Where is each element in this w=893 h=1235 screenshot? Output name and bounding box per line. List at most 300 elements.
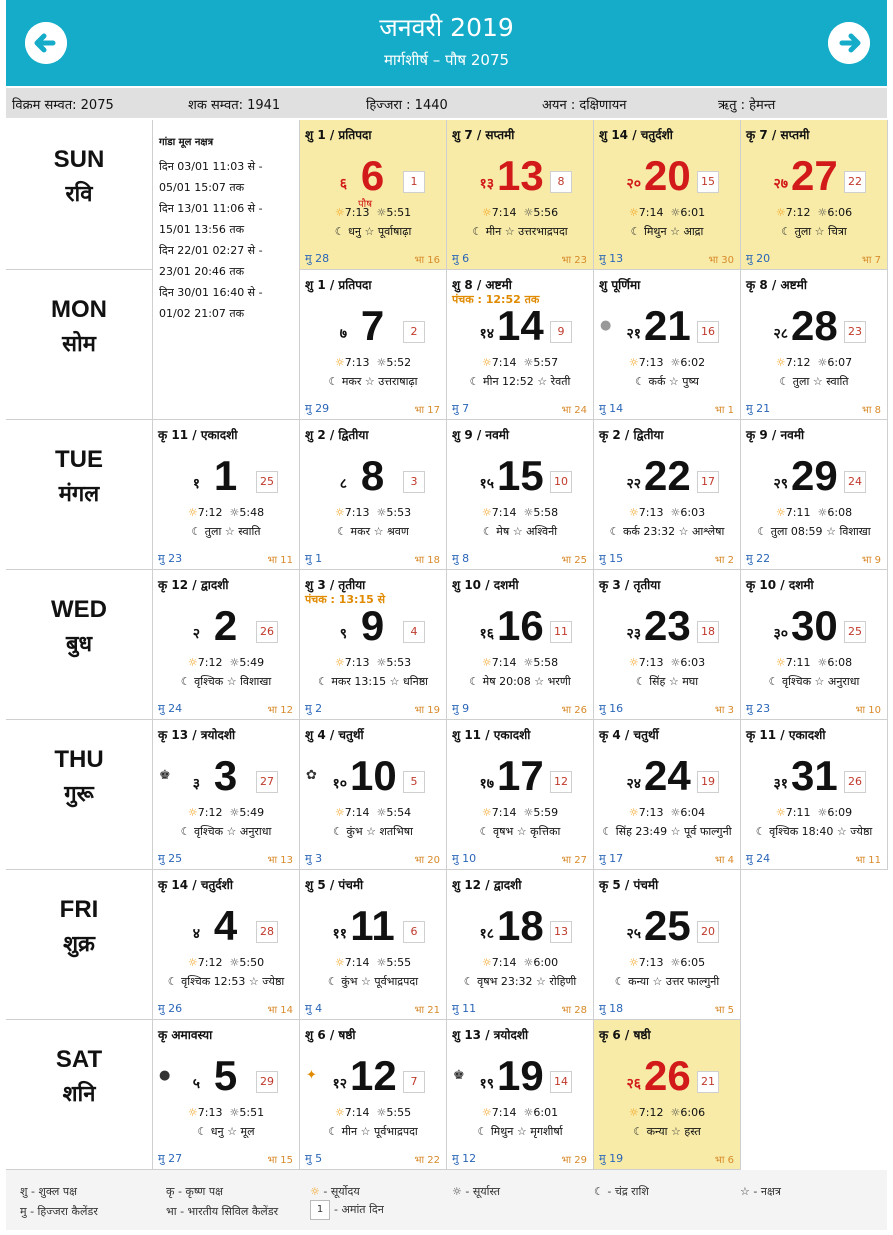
rashi-nakshatra <box>300 674 446 689</box>
sunrise-time: 7:14 <box>491 356 517 369</box>
star-icon: ☆ <box>366 825 376 838</box>
rashi-nakshatra <box>741 224 887 239</box>
day-cell-16[interactable] <box>447 570 594 720</box>
hindi-date: १८ <box>479 926 494 942</box>
era-bar <box>6 88 887 118</box>
bharatiya-date: भा 11 <box>267 555 293 566</box>
sun-times <box>153 956 299 969</box>
sunrise-time: 7:12 <box>785 356 811 369</box>
hindi-date: ५ <box>192 1076 200 1092</box>
day-cell-15[interactable] <box>447 420 594 570</box>
star-icon: ☆ <box>671 1125 681 1138</box>
sunset-time: 5:58 <box>533 506 559 519</box>
sun-times <box>153 1106 299 1119</box>
date-number: 10 <box>350 752 397 799</box>
star-icon: ☆ <box>373 525 384 538</box>
sunset-icon: ☼ <box>229 806 240 819</box>
bharatiya-date: भा 30 <box>708 255 734 266</box>
amant-day: 11 <box>550 621 572 643</box>
day-cell-6[interactable] <box>300 120 447 270</box>
amant-day: 12 <box>550 771 572 793</box>
nakshatra: स्वाति <box>826 375 849 388</box>
day-label-mon: MON सोम <box>6 270 153 420</box>
rashi-nakshatra <box>594 824 740 839</box>
day-cell-24[interactable] <box>594 720 741 870</box>
gandmool-line: 23/01 20:46 तक <box>159 265 245 278</box>
bharatiya-date: भा 1 <box>714 405 734 416</box>
moon-rashi: धनु <box>348 225 361 238</box>
moon-rashi: मीन <box>485 225 502 238</box>
day-label-thu: THU गुरू <box>6 720 153 870</box>
moon-icon: ☾ <box>463 975 474 988</box>
sunset-icon: ☼ <box>817 206 828 219</box>
sunset-icon: ☼ <box>817 356 828 369</box>
nakshatra: पूर्वाषाढ़ा <box>377 225 412 238</box>
amant-day: 21 <box>697 1071 719 1093</box>
day-cell-11[interactable] <box>300 870 447 1020</box>
day-cell-17[interactable] <box>447 720 594 870</box>
hijri-date: मु 22 <box>746 552 771 565</box>
sunrise-time: 7:14 <box>491 806 517 819</box>
moon-rashi: मिथुन <box>490 1125 514 1138</box>
deity-icon: ♚ <box>453 1068 465 1083</box>
tithi: कृ 2 / द्वितीया <box>599 428 664 442</box>
date-number: 4 <box>213 902 238 949</box>
date-number: 11 <box>350 902 395 949</box>
moon-icon: ☾ <box>191 525 202 538</box>
day-cell-4[interactable] <box>153 870 300 1020</box>
day-cell-14[interactable] <box>447 270 594 420</box>
rashi-nakshatra <box>594 1124 740 1139</box>
tithi: कृ 5 / पंचमी <box>599 878 659 892</box>
moon-rashi: कुंभ <box>346 825 363 838</box>
sunrise-time: 7:12 <box>197 656 223 669</box>
star-icon: ☆ <box>670 825 681 838</box>
moon-rashi: तुला <box>794 225 812 238</box>
day-cell-8[interactable] <box>300 420 447 570</box>
day-cell-1[interactable] <box>153 420 300 570</box>
sun-times <box>594 506 740 519</box>
rashi-nakshatra <box>447 674 593 689</box>
nakshatra: पूर्वभाद्रपदा <box>374 975 419 988</box>
day-cell-31[interactable] <box>741 720 888 870</box>
sunset-icon: ☼ <box>523 956 534 969</box>
hindi-date: ३ <box>192 776 200 792</box>
hijri-date: मु 4 <box>305 1002 323 1015</box>
bharatiya-date: भा 11 <box>855 855 881 866</box>
rashi-nakshatra <box>447 824 593 839</box>
sunrise-icon: ☼ <box>187 806 198 819</box>
hijri-date: मु 13 <box>599 252 624 265</box>
hijri-date: मु 5 <box>305 1152 323 1165</box>
legend-bharatiya: भा - भारतीय सिविल कैलेंडर <box>166 1205 279 1218</box>
sun-times <box>300 206 446 219</box>
moon-icon: ☾ <box>479 825 490 838</box>
sunrise-time: 7:13 <box>197 1106 223 1119</box>
sunrise-icon: ☼ <box>481 356 492 369</box>
star-icon: ☆ <box>248 975 259 988</box>
star-icon: ☆ <box>226 825 237 838</box>
next-month-button[interactable] <box>828 22 870 64</box>
hindi-date: २७ <box>773 176 788 192</box>
hindi-date: २२ <box>626 476 641 492</box>
nakshatra: आश्लेषा <box>691 525 725 538</box>
hindi-date: २१ <box>626 326 641 342</box>
sunrise-icon: ☼ <box>334 656 345 669</box>
sunset-time: 5:53 <box>386 506 412 519</box>
sunset-icon: ☼ <box>376 806 387 819</box>
day-label-fri: FRI शुक्र <box>6 870 153 1020</box>
moon-icon: ☾ <box>594 1185 604 1198</box>
star-icon: ☆ <box>534 675 545 688</box>
tithi: कृ 10 / दशमी <box>746 578 814 592</box>
rashi-nakshatra <box>594 674 740 689</box>
moon-icon: ☾ <box>768 675 779 688</box>
date-number: 12 <box>350 1052 397 1099</box>
rashi-nakshatra <box>153 674 299 689</box>
moon-icon: ☾ <box>477 1125 488 1138</box>
panchak-note: पंचक : 12:52 तक <box>452 293 540 306</box>
hijri-date: मु 14 <box>599 402 624 415</box>
date-number: 23 <box>644 602 691 649</box>
hijri-date: मु 23 <box>158 552 183 565</box>
sun-times <box>594 356 740 369</box>
hijri-date: मु 12 <box>452 1152 477 1165</box>
sunset-time: 5:49 <box>239 806 265 819</box>
sunrise-icon: ☼ <box>310 1185 320 1198</box>
bharatiya-date: भा 4 <box>714 855 734 866</box>
bharatiya-date: भा 10 <box>855 705 881 716</box>
amant-day: 15 <box>697 171 719 193</box>
legend-sunrise: ☼ - सूर्योदय <box>310 1185 360 1198</box>
moon-rashi: वृश्चिक 18:40 <box>769 825 834 838</box>
sunrise-time: 7:13 <box>638 806 664 819</box>
amant-day: 18 <box>697 621 719 643</box>
day-cell-2[interactable] <box>153 570 300 720</box>
tithi: कृ 12 / द्वादशी <box>158 578 229 592</box>
moon-icon: ☾ <box>635 675 646 688</box>
moon-icon: ☾ <box>755 825 766 838</box>
day-cell-3[interactable] <box>153 720 300 870</box>
date-number: 21 <box>644 302 691 349</box>
sunset-time: 6:08 <box>827 506 853 519</box>
rashi-nakshatra <box>447 974 593 989</box>
sunrise-icon: ☼ <box>187 956 198 969</box>
sun-times <box>300 356 446 369</box>
moon-rashi: कर्क 23:32 <box>622 525 676 538</box>
sunset-icon: ☼ <box>817 506 828 519</box>
sunset-icon: ☼ <box>670 206 681 219</box>
moon-rashi: मेष <box>496 525 510 538</box>
sunrise-time: 7:14 <box>491 506 517 519</box>
hindi-date: ८ <box>339 476 347 492</box>
sunset-icon: ☼ <box>229 506 240 519</box>
bharatiya-date: भा 9 <box>861 555 881 566</box>
hijri-date: मु 10 <box>452 852 477 865</box>
sunrise-time: 7:14 <box>638 206 664 219</box>
hijri-date: मु 24 <box>158 702 183 715</box>
moon-icon: ☾ <box>757 525 768 538</box>
moon-icon: ☾ <box>630 225 641 238</box>
tithi: कृ अमावस्या <box>158 1028 213 1042</box>
bharatiya-date: भा 14 <box>267 1005 293 1016</box>
day-cell-25[interactable] <box>594 870 741 1020</box>
sunrise-time: 7:11 <box>785 806 811 819</box>
amant-day: 27 <box>256 771 278 793</box>
hijri-date: मु 6 <box>452 252 470 265</box>
amant-day: 24 <box>844 471 866 493</box>
sunrise-time: 7:14 <box>344 806 370 819</box>
sun-times <box>447 356 593 369</box>
hijri-date: मु 1 <box>305 552 323 565</box>
star-icon: ☆ <box>678 525 689 538</box>
bharatiya-date: भा 17 <box>414 405 440 416</box>
moon-icon: ☾ <box>633 1125 644 1138</box>
sunset-icon: ☼ <box>229 956 240 969</box>
sunrise-icon: ☼ <box>775 806 786 819</box>
bharatiya-date: भा 26 <box>561 705 587 716</box>
day-cell-28[interactable] <box>741 270 888 420</box>
sunrise-icon: ☼ <box>628 656 639 669</box>
moon-rashi: वृषभ 23:32 <box>477 975 533 988</box>
star-icon: ☆ <box>668 675 679 688</box>
month-title: जनवरी 2019 <box>379 13 514 42</box>
sunset-time: 5:49 <box>239 656 265 669</box>
day-cell-22[interactable] <box>594 420 741 570</box>
nakshatra: उत्तराषाढ़ा <box>378 375 418 388</box>
tithi: कृ 11 / एकादशी <box>158 428 238 442</box>
panchak-note: पंचक : 13:15 से <box>305 593 386 606</box>
sunrise-time: 7:13 <box>638 506 664 519</box>
tithi: शु 11 / एकादशी <box>452 728 531 742</box>
hindi-date: ३० <box>773 626 788 642</box>
rashi-nakshatra <box>741 824 887 839</box>
sunset-icon: ☼ <box>376 1106 387 1119</box>
sun-times <box>447 956 593 969</box>
hijri-date: मु 18 <box>599 1002 624 1015</box>
tithi: कृ 6 / षष्ठी <box>599 1028 651 1042</box>
gandmool-line: दिन 13/01 11:06 से - <box>159 202 263 215</box>
day-cell-13[interactable] <box>447 120 594 270</box>
hindi-date: २० <box>626 176 641 192</box>
moon-icon: ☾ <box>328 1125 339 1138</box>
nakshatra: पुष्य <box>682 375 699 388</box>
rashi-nakshatra <box>741 374 887 389</box>
sun-times <box>300 806 446 819</box>
sunrise-time: 7:14 <box>491 656 517 669</box>
day-cell-20[interactable] <box>594 120 741 270</box>
amant-sample-box: 1 <box>310 1200 330 1220</box>
nakshatra: विशाखा <box>839 525 871 538</box>
sunset-time: 5:54 <box>386 806 412 819</box>
day-cell-5[interactable] <box>153 1020 300 1170</box>
sunrise-icon: ☼ <box>775 656 786 669</box>
legend <box>6 1170 887 1230</box>
sunrise-time: 7:14 <box>491 206 517 219</box>
hindi-date: २९ <box>773 476 788 492</box>
sunrise-icon: ☼ <box>775 506 786 519</box>
sunset-time: 5:58 <box>533 656 559 669</box>
hindi-date: २४ <box>626 776 641 792</box>
date-number: 2 <box>213 602 238 649</box>
moon-icon: ☾ <box>337 525 348 538</box>
nakshatra: ज्येष्ठा <box>850 825 873 838</box>
moon-icon: ☾ <box>781 225 792 238</box>
legend-sunset: ☼ - सूर्यास्त <box>452 1185 501 1198</box>
amant-day: 7 <box>403 1071 425 1093</box>
hijri-year: हिज्जरा : 1440 <box>366 98 448 113</box>
day-label-tue: TUE मंगल <box>6 420 153 570</box>
hindi-date: १७ <box>479 776 494 792</box>
moon-rashi: मकर <box>350 525 371 538</box>
star-icon: ☆ <box>389 675 400 688</box>
moon-rashi: वृश्चिक <box>193 825 224 838</box>
bharatiya-date: भा 25 <box>561 555 587 566</box>
rashi-nakshatra <box>300 1124 446 1139</box>
sunset-icon: ☼ <box>229 1106 240 1119</box>
nakshatra: शतभिषा <box>379 825 413 838</box>
sunset-icon: ☼ <box>229 656 240 669</box>
day-cell-12[interactable] <box>300 1020 447 1170</box>
bharatiya-date: भा 24 <box>561 405 587 416</box>
moon-icon: ☾ <box>334 225 345 238</box>
rashi-nakshatra <box>153 1124 299 1139</box>
bharatiya-date: भा 6 <box>714 1155 734 1166</box>
hindu-month-subtitle: मार्गशीर्ष – पौष 2075 <box>383 51 510 69</box>
day-cell-29[interactable] <box>741 420 888 570</box>
date-number: 16 <box>497 602 544 649</box>
day-cell-10[interactable] <box>300 720 447 870</box>
hijri-date: मु 11 <box>452 1002 477 1015</box>
tithi: शु 10 / दशमी <box>452 578 519 592</box>
day-cell-19[interactable] <box>447 1020 594 1170</box>
day-cell-7[interactable] <box>300 270 447 420</box>
gandmool-line: 01/02 21:07 तक <box>159 307 245 320</box>
sunrise-icon: ☼ <box>334 956 345 969</box>
day-cell-26[interactable] <box>594 1020 741 1170</box>
rashi-nakshatra <box>594 524 740 539</box>
amant-day: 14 <box>550 1071 572 1093</box>
sunset-icon: ☼ <box>376 506 387 519</box>
arrow-right-icon <box>828 22 870 64</box>
amant-day: 22 <box>844 171 866 193</box>
amant-day: 17 <box>697 471 719 493</box>
star-icon: ☆ <box>512 525 523 538</box>
day-cell-9[interactable] <box>300 570 447 720</box>
sunrise-icon: ☼ <box>334 356 345 369</box>
sunrise-icon: ☼ <box>628 956 639 969</box>
tithi: शु 14 / चतुर्दशी <box>599 128 673 142</box>
gandmool-line: 05/01 15:07 तक <box>159 181 245 194</box>
hindi-date: १९ <box>479 1076 494 1092</box>
sun-times <box>741 506 887 519</box>
day-cell-23[interactable] <box>594 570 741 720</box>
day-cell-30[interactable] <box>741 570 888 720</box>
date-number: 14 <box>497 302 544 349</box>
moon-icon: ☾ <box>779 375 790 388</box>
sunset-icon: ☼ <box>452 1185 462 1198</box>
sunset-time: 5:57 <box>533 356 559 369</box>
day-cell-18[interactable] <box>447 870 594 1020</box>
legend-amant: 1 - अमांत दिन <box>310 1200 384 1220</box>
tithi: शु 2 / द्वितीया <box>305 428 369 442</box>
tithi: कृ 14 / चतुर्दशी <box>158 878 233 892</box>
date-number: 9 <box>360 602 385 649</box>
sun-times <box>594 656 740 669</box>
sun-times <box>153 806 299 819</box>
moon-rashi: तुला <box>792 375 810 388</box>
sun-times <box>741 656 887 669</box>
rashi-nakshatra <box>300 224 446 239</box>
hijri-date: मु 19 <box>599 1152 624 1165</box>
sunrise-time: 7:14 <box>491 956 517 969</box>
nakshatra: विशाखा <box>240 675 272 688</box>
date-number: 18 <box>497 902 544 949</box>
date-number: 24 <box>644 752 691 799</box>
amant-day: 3 <box>403 471 425 493</box>
hindi-date: १६ <box>479 626 494 642</box>
hindi-date: १२ <box>332 1076 347 1092</box>
tithi: कृ 7 / सप्तमी <box>746 128 810 142</box>
nakshatra: स्वाति <box>238 525 261 538</box>
sunset-time: 5:56 <box>533 206 559 219</box>
nakshatra: मूल <box>240 1125 255 1138</box>
tithi: शु 9 / नवमी <box>452 428 510 442</box>
day-cell-21[interactable] <box>594 270 741 420</box>
amant-day: 9 <box>550 321 572 343</box>
rashi-nakshatra <box>300 974 446 989</box>
star-icon: ☆ <box>516 825 527 838</box>
star-icon: ☆ <box>224 525 235 538</box>
moon-icon: ☾ <box>180 675 191 688</box>
date-number: 15 <box>497 452 544 499</box>
moon-rashi: मेष 20:08 <box>482 675 531 688</box>
date-number: 3 <box>213 752 238 799</box>
sunrise-time: 7:14 <box>344 956 370 969</box>
hindi-date: २६ <box>626 1076 641 1092</box>
amant-day: 1 <box>403 171 425 193</box>
sun-times <box>594 806 740 819</box>
moon-icon: ☾ <box>469 375 480 388</box>
sunset-icon: ☼ <box>376 206 387 219</box>
hijri-date: मु 26 <box>158 1002 183 1015</box>
tithi: शु 13 / त्रयोदशी <box>452 1028 529 1042</box>
sunset-icon: ☼ <box>670 506 681 519</box>
tithi: कृ 8 / अष्टमी <box>746 278 807 292</box>
bharatiya-date: भा 21 <box>414 1005 440 1016</box>
date-number: 13 <box>497 152 544 199</box>
sunset-time: 5:55 <box>386 1106 412 1119</box>
date-number: 6 <box>360 152 385 199</box>
hijri-date: मु 20 <box>746 252 771 265</box>
hindi-date: १ <box>192 476 200 492</box>
amant-day: 29 <box>256 1071 278 1093</box>
hindi-date: २३ <box>626 626 641 642</box>
sunrise-time: 7:12 <box>197 956 223 969</box>
moon-rashi: सिंह <box>649 675 666 688</box>
sunset-time: 6:05 <box>680 956 706 969</box>
date-number: 20 <box>644 152 691 199</box>
sunset-time: 6:06 <box>680 1106 706 1119</box>
bharatiya-date: भा 15 <box>267 1155 293 1166</box>
sun-times <box>741 806 887 819</box>
day-cell-27[interactable] <box>741 120 888 270</box>
gandmool-title: गांडा मूल नक्षत्र <box>159 137 214 148</box>
amant-day: 6 <box>403 921 425 943</box>
gandmool-line: दिन 03/01 11:03 से - <box>159 160 263 173</box>
ganesh-icon: ✿ <box>306 768 317 783</box>
sunrise-icon: ☼ <box>481 1106 492 1119</box>
